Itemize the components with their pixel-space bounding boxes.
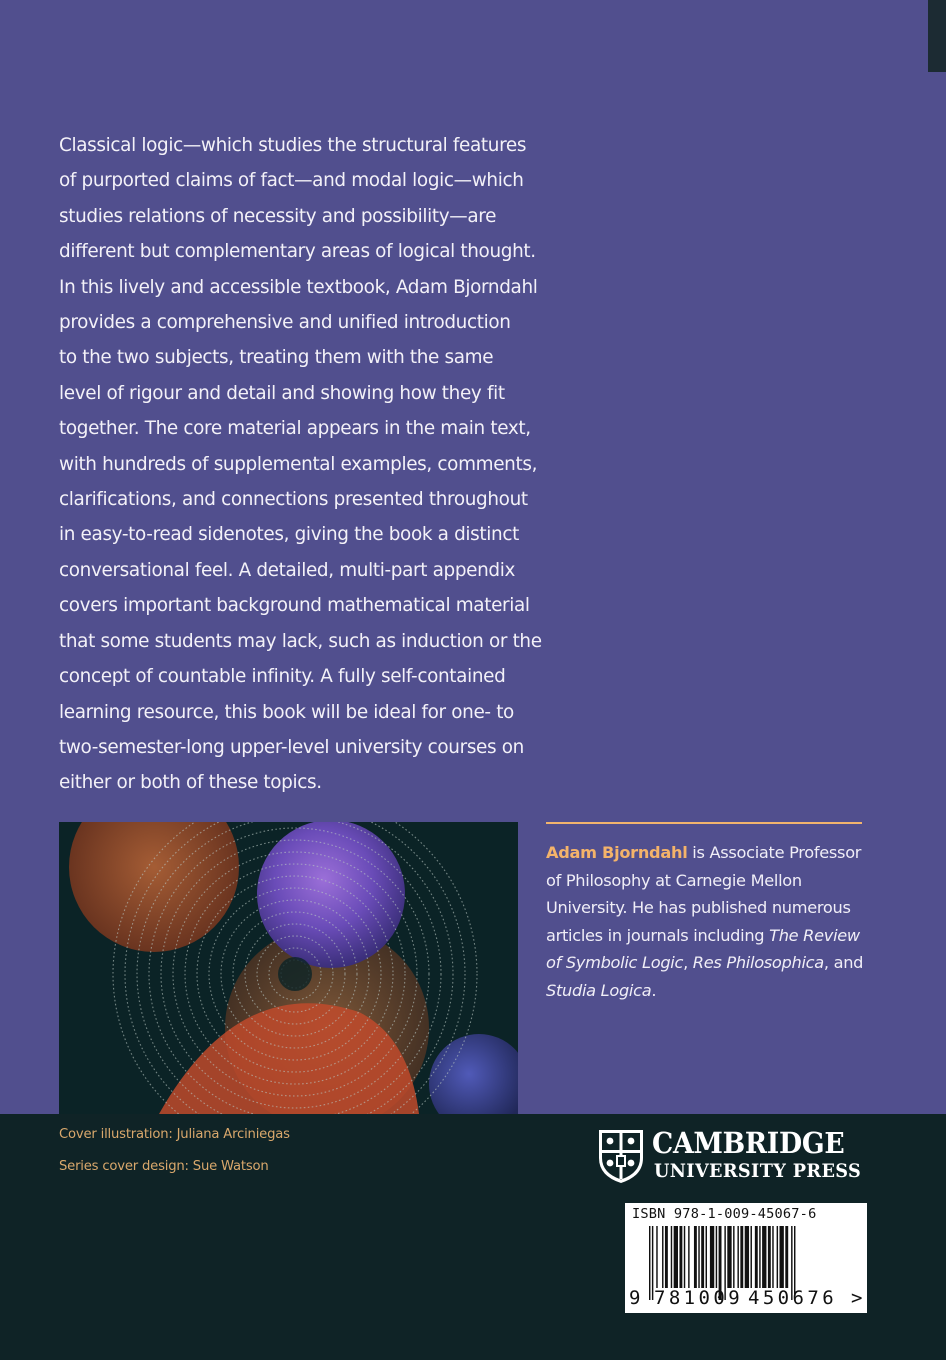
cover-illustration-credit: Cover illustration: Juliana Arciniegas [59, 1127, 290, 1142]
description-line: to the two subjects, treating them with the same [59, 347, 494, 369]
isbn-barcode [625, 1203, 867, 1313]
barcode-bar [674, 1226, 678, 1288]
description-line: Classical logic—which studies the structural features [59, 135, 527, 156]
bio-end: . [651, 980, 657, 1000]
barcode-bar [772, 1226, 773, 1288]
description-line: that some students may lack, such as induction or the [59, 630, 542, 652]
description-line: together. The core material appears in the main text, [59, 418, 531, 440]
barcode-bar [777, 1226, 778, 1288]
description-line: two-semester-long upper-level university courses on [59, 736, 524, 758]
book-description [59, 128, 542, 801]
barcode-bar [759, 1226, 760, 1288]
barcode-bar [780, 1226, 784, 1288]
barcode-bar [649, 1226, 650, 1300]
bio-separator: , [683, 953, 693, 973]
barcode-first-digit: 9 [629, 1287, 641, 1309]
description-line: learning resource, this book will be ideal for one- to [59, 701, 514, 723]
barcode-end-mark: > [851, 1287, 863, 1309]
description-line: level of rigour and detail and showing how they fit [59, 382, 505, 404]
barcode-bar [679, 1226, 682, 1288]
cambridge-shield-icon [597, 1128, 645, 1184]
barcode-bar [688, 1226, 689, 1288]
barcode-bar [755, 1226, 758, 1288]
description-line: In this lively and accessible textbook, Adam Bjorndahl [59, 276, 538, 298]
cover-design-credit: Series cover design: Sue Watson [59, 1159, 269, 1174]
bio-divider [546, 822, 862, 824]
barcode-bar [694, 1226, 697, 1288]
description-line: conversational feel. A detailed, multi-part appendix [59, 559, 516, 581]
bio-text: is Associate Professor of Philosophy at Carnegie Mellon University. He has published numerous articles in journals including [546, 843, 862, 945]
barcode-bar [706, 1226, 707, 1288]
barcode-bar [710, 1226, 714, 1288]
author-bio [546, 839, 876, 1005]
barcode-bar [768, 1226, 771, 1288]
barcode-bar [716, 1226, 717, 1288]
spine-tab [928, 0, 946, 72]
isbn-label: ISBN 978-1-009-45067-6 [632, 1206, 817, 1222]
publisher-press: UNIVERSITY PRESS [654, 1160, 862, 1182]
cover-illustration [59, 822, 518, 1114]
barcode-bar [762, 1226, 766, 1288]
description-line: different but complementary areas of logical thought. [59, 241, 536, 263]
description-line: either or both of these topics. [59, 772, 322, 794]
description-line: concept of countable infinity. A fully self-contained [59, 666, 506, 688]
barcode-bar [751, 1226, 752, 1288]
description-line: with hundreds of supplemental examples, comments, [59, 453, 538, 475]
barcode-right-group: 450676 [748, 1287, 838, 1309]
author-name: Adam Bjorndahl [546, 843, 688, 862]
description-line: studies relations of necessity and possibility—are [59, 205, 497, 227]
description-line: covers important background mathematical material [59, 595, 530, 617]
barcode-bar [733, 1226, 734, 1288]
barcode-bar [740, 1226, 743, 1288]
barcode-bar [671, 1226, 672, 1288]
journal-name: Studia Logica [546, 980, 652, 1000]
barcode-bar [656, 1226, 657, 1288]
barcode-bar [684, 1226, 685, 1288]
publisher-logo [597, 1128, 869, 1184]
journal-name: Res Philosophica [692, 953, 824, 973]
barcode-bar [727, 1226, 731, 1288]
description-line: clarifications, and connections presented throughout [59, 489, 528, 511]
barcode-left-group: 781009 [654, 1287, 744, 1309]
bio-separator: , and [823, 953, 864, 973]
barcode-bar [662, 1226, 663, 1288]
description-line: of purported claims of fact—and modal logic—which [59, 170, 524, 192]
description-line: in easy-to-read sidenotes, giving the book a distinct [59, 524, 519, 546]
barcode-bar [785, 1226, 788, 1288]
barcode-bar [737, 1226, 738, 1288]
barcode-bar [665, 1226, 668, 1288]
publisher-name: CAMBRIDGE [652, 1126, 845, 1160]
barcode-bar [698, 1226, 699, 1288]
barcode-bar [745, 1226, 749, 1288]
description-line: provides a comprehensive and unified introduction [59, 312, 511, 334]
journal-name: The Review of Symbolic Logic [546, 925, 860, 973]
barcode-bar [701, 1226, 704, 1288]
